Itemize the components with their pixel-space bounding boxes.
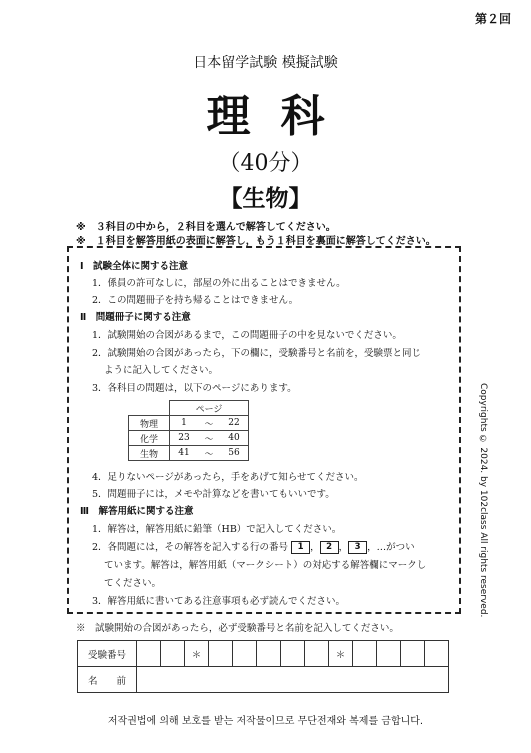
exam-number-row xyxy=(78,641,449,667)
duration-label: （40分） xyxy=(218,151,313,176)
exam-number-label: 受験番号 xyxy=(78,641,137,667)
s3-item-2c: てください。 xyxy=(104,578,162,589)
s2-item-2b: ように記入してください。 xyxy=(104,365,219,376)
s2-item-3: 3．各科目の問題は，以下のページにあります。 xyxy=(92,383,297,394)
table-subject: 化学 xyxy=(129,431,170,446)
exam-number-cell[interactable] xyxy=(161,641,185,667)
table-to: 40 xyxy=(220,431,249,446)
top-note-1: ※ ３科目の中から，２科目を選んで解答してください。 xyxy=(76,222,336,233)
s2-item-2a: 2．試験開始の合図があったら，下の欄に，受験番号と名前を，受験票と同じ xyxy=(92,348,421,359)
table-sep: ～ xyxy=(198,416,220,431)
s3-item-3: 3．解答用紙に書いてある注意事項も必ず読んでください。 xyxy=(92,596,346,607)
top-note-2: ※ １科目を解答用紙の表面に解答し，もう１科目を裏面に解答してください。 xyxy=(76,236,436,247)
exam-number-cell[interactable] xyxy=(401,641,425,667)
row-number-box-2: 2 xyxy=(320,541,339,554)
s3-item-2a: 2．各問題には，その解答を記入する行の番号 xyxy=(92,542,289,553)
table-from: 1 xyxy=(170,416,199,431)
name-field[interactable] xyxy=(137,667,449,693)
s3-item-1: 1．解答は，解答用紙に鉛筆（HB）で記入してください。 xyxy=(92,524,342,535)
row-number-box-1: 1 xyxy=(291,541,310,554)
section-2-title: Ⅱ 問題冊子に関する注意 xyxy=(80,312,191,323)
row-number-box-3: 3 xyxy=(348,541,367,554)
table-subject: 生物 xyxy=(129,446,170,461)
table-row xyxy=(129,431,249,446)
round-label: 第２回 xyxy=(474,12,511,26)
s3-item-2b: ています。解答は，解答用紙（マークシート）の対応する解答欄にマークし xyxy=(104,560,427,571)
name-row xyxy=(78,667,449,693)
table-to: 56 xyxy=(220,446,249,461)
table-sep: ～ xyxy=(198,446,220,461)
table-subject: 物理 xyxy=(129,416,170,431)
table-from: 23 xyxy=(170,431,199,446)
page-table xyxy=(128,400,249,461)
page-table-header: ページ xyxy=(170,401,249,416)
s2-item-5: 5．問題冊子には，メモや計算などを書いてもいいです。 xyxy=(92,489,335,500)
exam-number-cell[interactable] xyxy=(305,641,329,667)
table-from: 41 xyxy=(170,446,199,461)
number-separator: ， xyxy=(310,542,320,553)
exam-number-cell[interactable] xyxy=(353,641,377,667)
exam-number-cell[interactable] xyxy=(281,641,305,667)
exam-number-cell[interactable] xyxy=(209,641,233,667)
subject-title: 理科 xyxy=(206,91,355,142)
footer-notice: 저작권법에 의해 보호를 받는 저작물이므로 무단전재와 복제를 금합니다. xyxy=(107,716,424,727)
exam-number-cell[interactable] xyxy=(257,641,281,667)
section-1-title: Ⅰ 試験全体に関する注意 xyxy=(80,261,189,272)
s3-item-2a-line xyxy=(92,539,415,554)
copyright-notice: Copyrights © 2024. by 102class All rights reserved. xyxy=(478,383,488,618)
exam-number-star: ＊ xyxy=(329,641,353,667)
number-separator: ， xyxy=(338,542,349,553)
s2-item-4: 4．足りないページがあったら，手をあげて知らせてください。 xyxy=(92,472,364,483)
exam-number-cell[interactable] xyxy=(425,641,449,667)
exam-name: 日本留学試験 模擬試験 xyxy=(193,55,338,71)
exam-number-cell[interactable] xyxy=(233,641,257,667)
section-3-title: Ⅲ 解答用紙に関する注意 xyxy=(80,506,194,517)
table-to: 22 xyxy=(220,416,249,431)
table-row xyxy=(129,446,249,461)
id-table xyxy=(77,640,449,693)
s1-item-1: 1．係員の許可なしに，部屋の外に出ることはできません。 xyxy=(92,278,346,289)
exam-number-star: ＊ xyxy=(185,641,209,667)
s3-item-2-ellipsis: …がつい xyxy=(376,542,415,553)
exam-number-cell[interactable] xyxy=(377,641,401,667)
bottom-note: ※ 試験開始の合図があったら，必ず受験番号と名前を記入してください。 xyxy=(76,623,399,634)
table-row xyxy=(129,416,249,431)
exam-number-cell[interactable] xyxy=(137,641,161,667)
number-separator: ， xyxy=(367,542,377,553)
name-label: 名 前 xyxy=(78,667,137,693)
s2-item-1: 1．試験開始の合図があるまで，この問題冊子の中を見ないでください。 xyxy=(92,330,402,341)
table-sep: ～ xyxy=(198,431,220,446)
field-label: 【生物】 xyxy=(219,185,312,212)
s1-item-2: 2．この問題冊子を持ち帰ることはできません。 xyxy=(92,295,299,306)
